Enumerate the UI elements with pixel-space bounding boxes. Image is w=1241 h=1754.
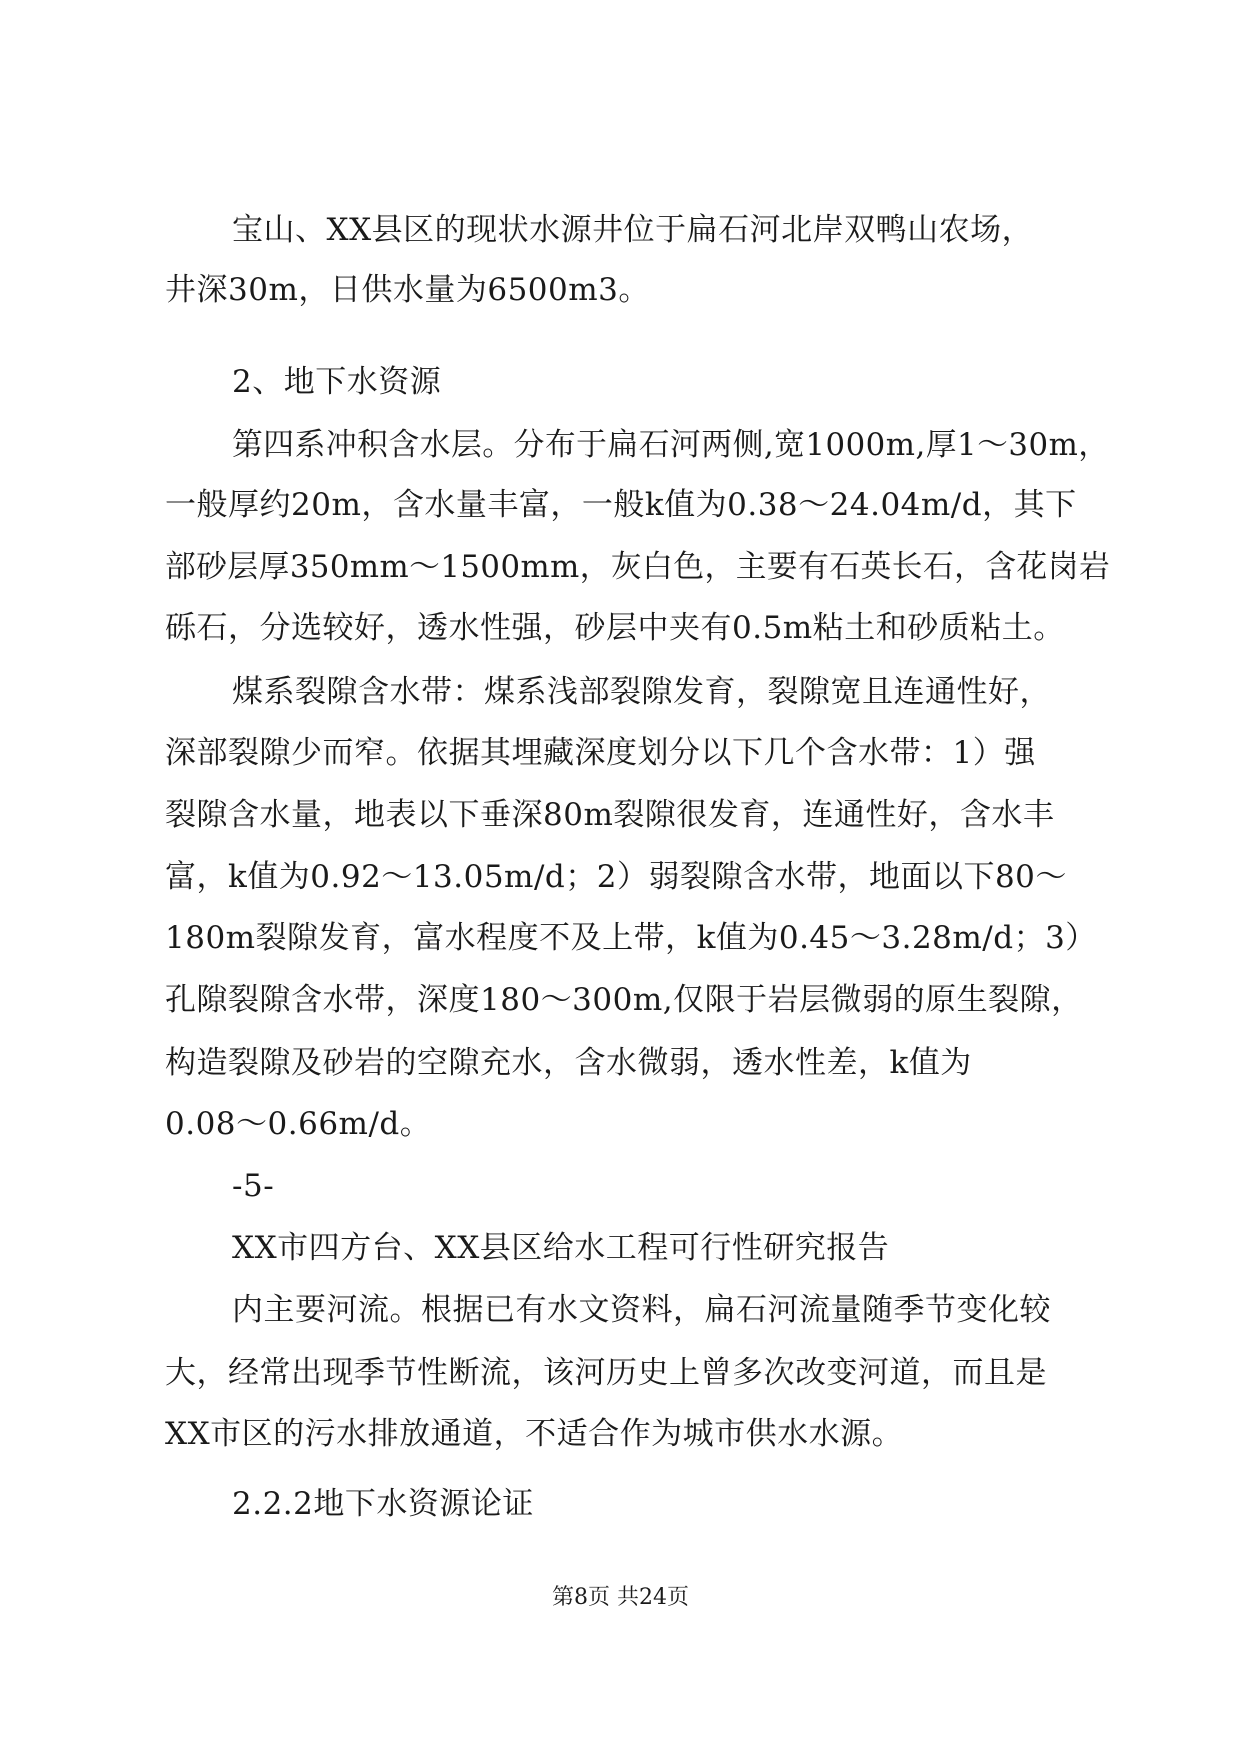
paragraph-line: 内主要河流。根据已有水文资料，扁石河流量随季节变化较 [232,1292,1051,1328]
paragraph-line: 一般厚约20m，含水量丰富，一般k值为0.38～24.04m/d，其下 [165,487,1077,523]
paragraph-line: 煤系裂隙含水带：煤系浅部裂隙发育，裂隙宽且连通性好， [232,674,1051,710]
section-heading: 2.2.2地下水资源论证 [232,1486,534,1522]
report-title-line: XX市四方台、XX县区给水工程可行性研究报告 [232,1230,890,1266]
paragraph-line: 井深30m，日供水量为6500m3。 [165,272,650,308]
paragraph-line: 裂隙含水量，地表以下垂深80m裂隙很发育，连通性好，含水丰 [165,797,1055,833]
paragraph-line: 孔隙裂隙含水带，深度180～300m,仅限于岩层微弱的原生裂隙， [165,982,1083,1018]
paragraph-line: 0.08～0.66m/d。 [165,1106,432,1142]
paragraph-line: 180m裂隙发育，富水程度不及上带，k值为0.45～3.28m/d；3） [165,920,1097,956]
paragraph-line: 宝山、XX县区的现状水源井位于扁石河北岸双鸭山农场， [232,212,1034,248]
paragraph-line: 第四系冲积含水层。分布于扁石河两侧,宽1000m,厚1～30m， [232,427,1110,463]
page-footer: 第8页 共24页 [552,1585,689,1610]
paragraph-line: 深部裂隙少而窄。依据其埋藏深度划分以下几个含水带：1）强 [165,735,1036,771]
paragraph-line: 大，经常出现季节性断流，该河历史上曾多次改变河道，而且是 [165,1355,1047,1391]
paragraph-line: 砾石，分选较好，透水性强，砂层中夹有0.5m粘土和砂质粘土。 [165,610,1065,646]
paragraph-line: XX市区的污水排放通道，不适合作为城市供水水源。 [165,1416,904,1452]
section-heading: 2、地下水资源 [232,364,442,400]
paragraph-line: 部砂层厚350mm～1500mm，灰白色，主要有石英长石，含花岗岩 [165,549,1111,585]
paragraph-line: 富，k值为0.92～13.05m/d；2）弱裂隙含水带，地面以下80～ [165,859,1067,895]
page-marker: -5- [232,1168,275,1204]
paragraph-line: 构造裂隙及砂岩的空隙充水，含水微弱，透水性差，k值为 [165,1045,972,1081]
